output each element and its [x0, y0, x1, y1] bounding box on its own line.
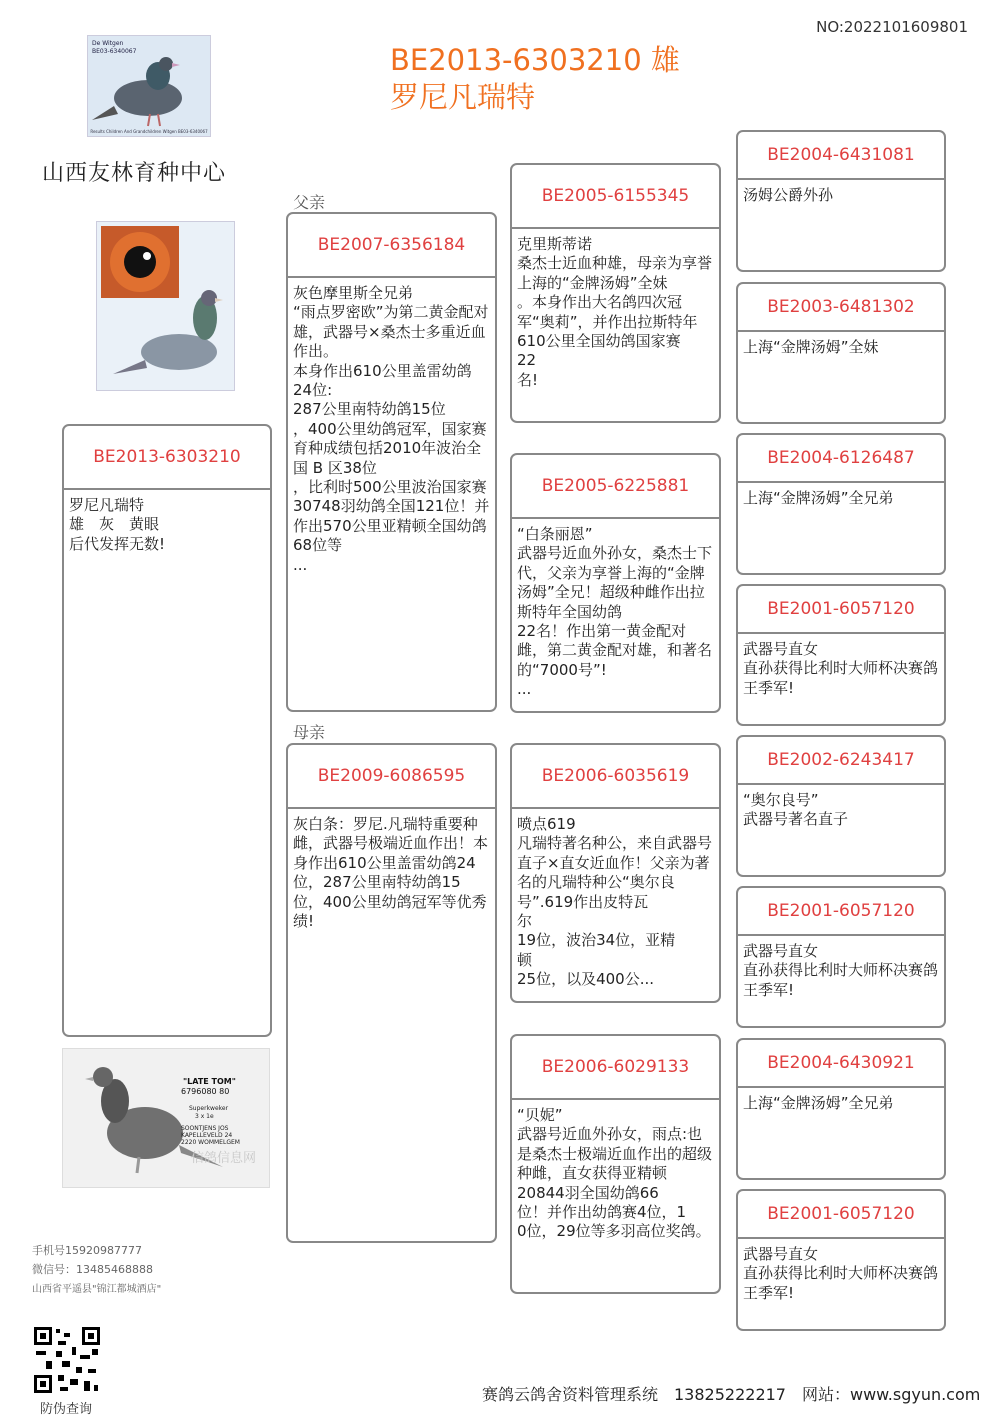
photo-card-ring: BE03-6340067 [92, 48, 137, 55]
grandparent-note: “白条丽恩” 武器号近血外孙女，桑杰士下代，父亲为享誉上海的“金牌汤姆”全兄！超级种雌作出拉斯特年全国幼鸽 22名！作出第一黄金配对雌，第二黄金配对雄，和著名的“7000号”! ... [517, 525, 713, 699]
subject-card[interactable] [62, 424, 272, 1037]
great-grandparent-note: 武器号直女 直孙获得比利时大师杯决赛鸽王季军! [743, 942, 939, 999]
stamp-line2: 3 x 1e [195, 1113, 214, 1120]
stamp-name: "LATE TOM" [183, 1077, 236, 1086]
subject-ring: BE2013-6303210 [64, 426, 270, 490]
qr-label: 防伪查询 [40, 1402, 93, 1417]
great-grandparent-card-2[interactable] [736, 282, 946, 424]
great-grandparent-card-8[interactable] [736, 1189, 946, 1331]
great-grandparent-ring: BE2004-6431081 [738, 132, 944, 180]
eye-image [97, 222, 234, 390]
mother-note: 灰白条：罗尼.凡瑞特重要种雌，武器号极端近血作出！本身作出610公里盖雷幼鸽24位，287公里南特幼鸽15位，400公里幼鸽冠军等优秀绩! [293, 815, 489, 931]
great-grandparent-ring: BE2001-6057120 [738, 888, 944, 936]
document-number: NO:2022101609801 [816, 18, 968, 36]
great-grandparent-card-1[interactable] [736, 130, 946, 272]
father-note: 灰色摩里斯全兄弟 “雨点罗密欧”为第二黄金配对雄，武器号×桑杰士多重近血作出。 本身作出610公里盖雷幼鸽24位: 287公里南特幼鸽15位 ，400公里幼鸽冠军，国家赛育种成绩包括2010年波治全国 B 区38位 ，比利时500公里波治国家赛30748羽幼鸽全国121位！并作出570公里亚精顿全国幼鸽68位等 ... [293, 284, 490, 574]
contact-address: 山西省平遥县"锦江都城酒店" [32, 1284, 162, 1295]
grandparent-card-2[interactable] [510, 453, 721, 713]
great-grandparent-card-6[interactable] [736, 886, 946, 1028]
great-grandparent-note: 上海“金牌汤姆”全妹 [743, 338, 879, 356]
pigeon-photo-card [87, 35, 211, 137]
breeder-name: 山西友林育种中心 [42, 161, 227, 186]
stamp-ring: 6796080 80 [181, 1087, 230, 1096]
grandparent-note: 克里斯蒂诺 桑杰士近血种雄，母亲为享誉上海的“金牌汤姆”全妹 。本身作出大名鸽四次冠军“奥莉”，并作出拉斯特年 610公里全国幼鸽国家赛 22 名! [517, 235, 713, 389]
eye-pigeon-photo [96, 221, 235, 391]
contact-phone: 手机号15920987777 [32, 1244, 142, 1257]
qr-code-icon[interactable] [32, 1325, 102, 1395]
grandparent-card-4[interactable] [510, 1034, 721, 1294]
stamp-line1: Superkweker [189, 1105, 229, 1112]
father-card[interactable] [286, 212, 497, 712]
great-grandparent-card-4[interactable] [736, 584, 946, 726]
subject-ring-title: BE2013-6303210 雄 [390, 43, 680, 77]
stamp-pigeon-image [63, 1049, 269, 1187]
great-grandparent-note: “奥尔良号” 武器号著名直子 [743, 791, 849, 829]
stamp-pigeon-photo [62, 1048, 270, 1188]
great-grandparent-note: 上海“金牌汤姆”全兄弟 [743, 489, 894, 507]
great-grandparent-ring: BE2004-6430921 [738, 1040, 944, 1088]
grandparent-card-3[interactable] [510, 743, 721, 1003]
stamp-line3: SOONTJENS JOS [181, 1125, 229, 1132]
great-grandparent-card-7[interactable] [736, 1038, 946, 1180]
great-grandparent-ring: BE2003-6481302 [738, 284, 944, 332]
great-grandparent-ring: BE2001-6057120 [738, 586, 944, 634]
footer-text: 赛鸽云鸽舍资料管理系统 13825222217 网站：www.sgyun.com [482, 1385, 981, 1404]
stamp-line5: 2220 WOMMELGEM [181, 1139, 240, 1146]
great-grandparent-card-5[interactable] [736, 735, 946, 877]
photo-card-footer: Results Children And Grandchildren Witgen BE03-6340067 [90, 129, 208, 134]
grandparent-card-1[interactable] [510, 163, 721, 423]
great-grandparent-ring: BE2004-6126487 [738, 435, 944, 483]
stamp-watermark: 信鸽信息网 [191, 1151, 257, 1166]
page-title [390, 42, 680, 116]
great-grandparent-card-3[interactable] [736, 433, 946, 575]
great-grandparent-ring: BE2001-6057120 [738, 1191, 944, 1239]
great-grandparent-note: 上海“金牌汤姆”全兄弟 [743, 1094, 894, 1112]
grandparent-note: “贝妮” 武器号近血外孙女，雨点:也是桑杰士极端近血作出的超级种雌，直女获得亚精顿20844羽全国幼鸽66 位！并作出幼鸽赛4位，1 0位，29位等多羽高位奖鸽。 [517, 1106, 713, 1241]
mother-label: 母亲 [293, 723, 326, 742]
father-label: 父亲 [293, 193, 326, 212]
mother-card[interactable] [286, 743, 497, 1243]
subject-note: 罗尼凡瑞特 雄 灰 黄眼 后代发挥无数! [69, 496, 166, 553]
great-grandparent-note: 武器号直女 直孙获得比利时大师杯决赛鸽王季军! [743, 640, 939, 697]
great-grandparent-note: 汤姆公爵外孙 [743, 186, 834, 204]
great-grandparent-ring: BE2002-6243417 [738, 737, 944, 785]
great-grandparent-note: 武器号直女 直孙获得比利时大师杯决赛鸽王季军! [743, 1245, 939, 1302]
grandparent-ring: BE2005-6225881 [512, 455, 719, 519]
father-ring: BE2007-6356184 [288, 214, 495, 278]
grandparent-note: 喷点619 凡瑞特著名种公，来自武器号直子×直女近血作！父亲为著名的凡瑞特种公“奥尔良号”.619作出皮特瓦 尔 19位，波治34位，亚精 顿 25位，以及400公... [517, 815, 713, 989]
photo-card-name: De Witgen [92, 40, 124, 47]
grandparent-ring: BE2005-6155345 [512, 165, 719, 229]
contact-wechat: 微信号：13485468888 [32, 1263, 153, 1276]
grandparent-ring: BE2006-6035619 [512, 745, 719, 809]
mother-ring: BE2009-6086595 [288, 745, 495, 809]
pigeon-image [88, 36, 210, 136]
grandparent-ring: BE2006-6029133 [512, 1036, 719, 1100]
stamp-line4: KAPELLEVELD 24 [181, 1132, 233, 1139]
subject-name-title: 罗尼凡瑞特 [390, 80, 536, 114]
